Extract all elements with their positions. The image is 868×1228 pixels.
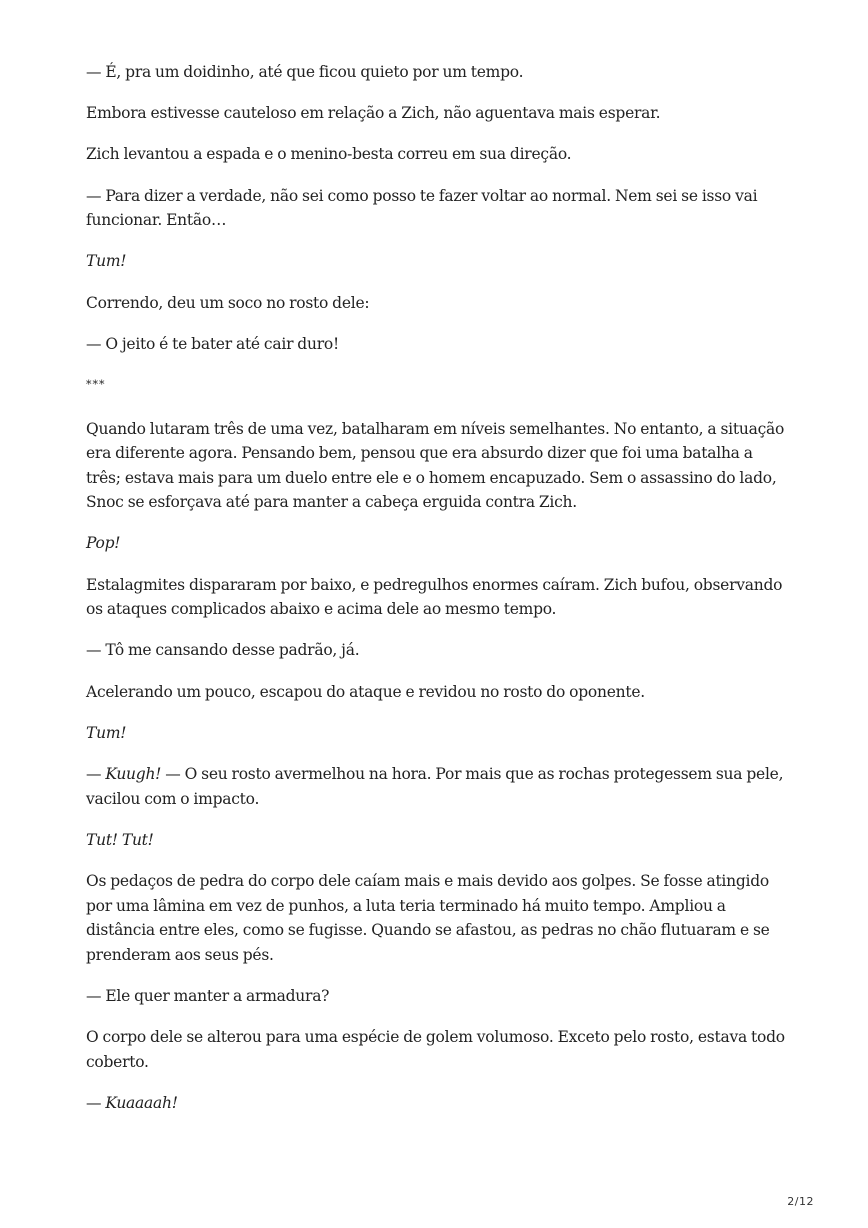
- paragraph: Embora estivesse cauteloso em relação a Zich, não aguentava mais esperar.: [86, 104, 661, 123]
- paragraph: — Tô me cansando desse padrão, já.: [86, 641, 360, 660]
- sound-effect: Pop!: [86, 534, 121, 553]
- dialogue-exclamation: Kuugh!: [105, 765, 162, 783]
- paragraph: — Ele quer manter a armadura?: [86, 986, 330, 1005]
- paragraph: Acelerando um pouco, escapou do ataque e revidou no rosto do oponente.: [86, 682, 645, 701]
- paragraph: — Para dizer a verdade, não sei como posso te fazer voltar ao normal. Nem sei se isso vai funcionar. Então…: [86, 186, 758, 230]
- dialogue-dash: —: [86, 1093, 106, 1112]
- paragraph-text: — O seu rosto avermelhou na hora. Por mais que as rochas protegessem sua pele, vacilou com o impacto.: [86, 765, 784, 808]
- sound-effect: Tut! Tut!: [86, 830, 154, 849]
- dialogue-exclamation: Kuaaaah!: [105, 1093, 178, 1112]
- paragraph: — O jeito é te bater até cair duro!: [86, 334, 339, 353]
- sound-effect: Tum!: [86, 252, 127, 271]
- paragraph: Zich levantou a espada e o menino-besta correu em sua direção.: [86, 145, 572, 164]
- paragraph: Estalagmites dispararam por baixo, e pedregulhos enormes caíram. Zich bufou, observando os ataques complicados abaixo e acima dele ao mesmo tempo.: [86, 575, 783, 619]
- paragraph: O corpo dele se alterou para uma espécie de golem volumoso. Exceto pelo rosto, estava todo coberto.: [86, 1028, 785, 1071]
- dialogue-dash: —: [86, 765, 106, 783]
- paragraph: Quando lutaram três de uma vez, batalharam em níveis semelhantes. No entanto, a situação era diferente agora. Pensando bem, pensou que era absurdo dizer que foi uma batalha a três; estava mais para um duelo entre ele e o homem encapuzado. Sem o assassino do lado, Snoc se esforçava até para manter a cabeça erguida contra Zich.: [86, 419, 785, 512]
- scene-separator: ***: [86, 377, 106, 391]
- paragraph: Correndo, deu um soco no rosto dele:: [86, 293, 370, 312]
- sound-effect: Tum!: [86, 723, 127, 742]
- paragraph: — É, pra um doidinho, até que ficou quieto por um tempo.: [86, 63, 524, 81]
- paragraph: Os pedaços de pedra do corpo dele caíam mais e mais devido aos golpes. Se fosse atingido por uma lâmina em vez de punhos, a luta teria terminado há muito tempo. Ampliou a distância entre eles, como se fugisse. Quando se afastou, as pedras no chão flutuaram e se prenderam aos seus pés.: [86, 871, 770, 964]
- paragraph: [86, 1091, 786, 1116]
- page-number: 2/12: [787, 1195, 814, 1208]
- paragraph: [86, 762, 786, 811]
- document-page: [86, 60, 786, 1132]
